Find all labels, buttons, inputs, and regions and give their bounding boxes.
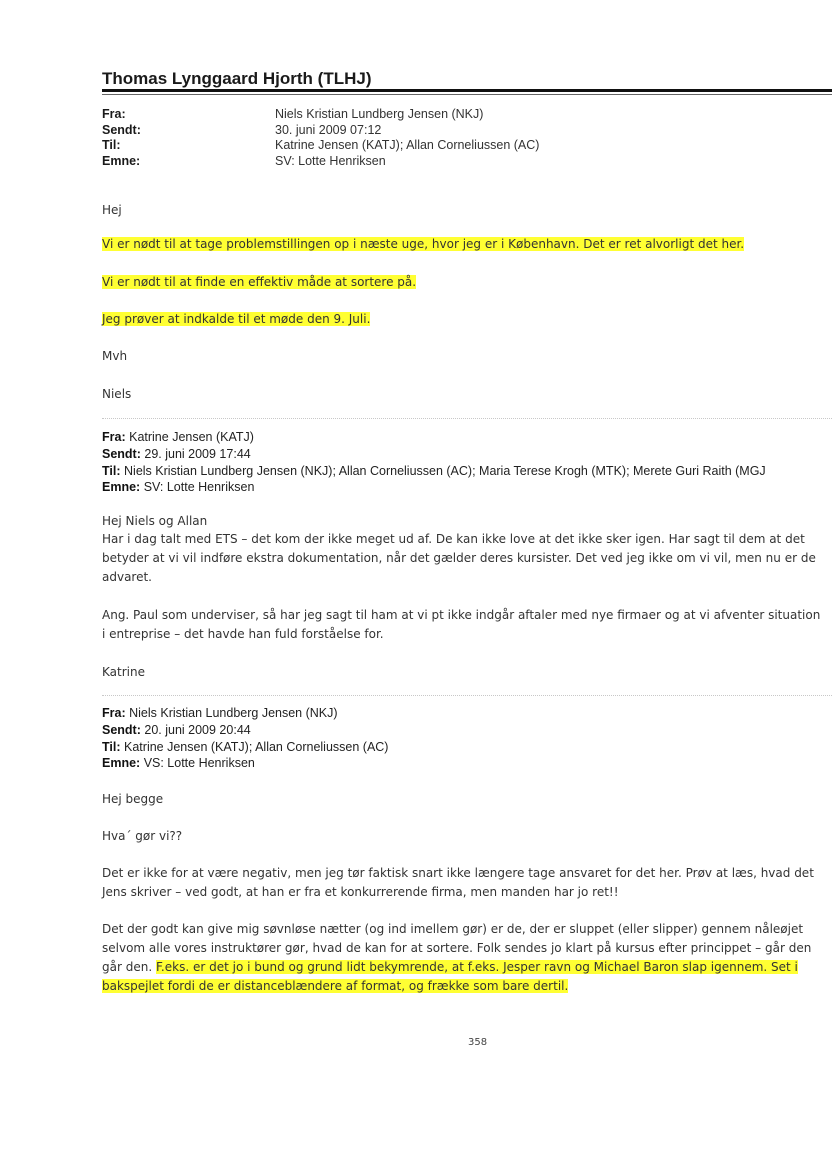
header-from-row — [102, 705, 388, 722]
from-label: Fra: — [102, 706, 126, 720]
header-to-row — [102, 739, 388, 756]
to-value: Katrine Jensen (KATJ); Allan Corneliussen (AC) — [275, 138, 540, 152]
header-sent-row — [102, 123, 539, 139]
highlight: Vi er nødt til at finde en effektiv måde at sortere på. — [102, 275, 417, 289]
message3-question: Hva´ gør vi?? — [102, 829, 183, 843]
message3-para2-line2: selvom alle vores instruktører gør, hvad de kan for at sortere. Folk sendes jo klart på kursus efter princippet – går den — [102, 941, 812, 955]
message3-para2-line4 — [102, 979, 568, 993]
message1-signature: Niels — [102, 387, 132, 401]
header-subject-row — [102, 755, 388, 772]
from-value: Katrine Jensen (KATJ) — [129, 430, 254, 444]
title-rule-thin — [102, 94, 832, 95]
highlight: Vi er nødt til at tage problemstillingen op i næste uge, hvor jeg er i København. Det er ret alvorligt det her. — [102, 237, 745, 251]
subject-label: Emne: — [102, 480, 141, 495]
email-header-2 — [102, 429, 766, 496]
header-sent-row — [102, 446, 766, 463]
header-subject-row — [102, 154, 539, 170]
message3-para1-line2: Jens skriver – ved godt, at han er fra et konkurrerende firma, men manden har jo ret!! — [102, 885, 619, 899]
message3-para2-line3 — [102, 960, 798, 974]
email-header-1 — [102, 107, 539, 169]
highlight: Jeg prøver at indkalde til et møde den 9. Juli. — [102, 312, 371, 326]
message-separator — [102, 418, 832, 419]
email-header-3 — [102, 705, 388, 772]
subject-value: VS: Lotte Henriksen — [143, 756, 255, 771]
highlight: bakspejlet fordi de er distanceblændere af format, og frække som bare dertil. — [102, 979, 569, 993]
subject-value: SV: Lotte Henriksen — [275, 153, 386, 168]
message1-line1 — [102, 237, 744, 251]
sent-value: 29. juni 2009 17:44 — [144, 446, 251, 461]
from-label: Fra: — [102, 430, 126, 444]
subject-label: Emne: — [102, 756, 141, 771]
header-to-row — [102, 138, 539, 154]
message2-para2-line2: i entreprise – det havde han fuld forståelse for. — [102, 627, 384, 641]
message2-para1-line3: advaret. — [102, 570, 152, 584]
plain-text: går den. — [102, 960, 156, 974]
message3-para1-line1: Det er ikke for at være negativ, men jeg tør faktisk snart ikke længere tage ansvaret for det her. Prøv at læs, hvad det — [102, 866, 814, 880]
sent-label: Sendt: — [102, 722, 141, 737]
message3-para2-line1: Det der godt kan give mig søvnløse nætter (og ind imellem gør) er de, der er sluppet (eller slipper) gennem nåleøjet — [102, 922, 804, 936]
subject-label: Emne: — [102, 153, 141, 168]
from-label: Fra: — [102, 107, 126, 121]
sent-value: 20. juni 2009 20:44 — [144, 722, 251, 737]
message2-para1-line2: betyder at vi vil indføre ekstra dokumentation, når det gælder deres kursister. Det ved jeg ikke om vi vil, men nu er de — [102, 551, 816, 565]
to-label: Til: — [102, 463, 121, 478]
header-from-row — [102, 107, 539, 123]
to-value: Katrine Jensen (KATJ); Allan Corneliussen (AC) — [124, 739, 389, 754]
message1-line2 — [102, 275, 416, 289]
to-label: Til: — [102, 138, 121, 152]
header-from-row — [102, 429, 766, 446]
message1-line3 — [102, 312, 370, 326]
message2-para2-line1: Ang. Paul som underviser, så har jeg sagt til ham at vi pt ikke indgår aftaler med nye firmaer og at vi afventer situation — [102, 608, 821, 622]
sent-label: Sendt: — [102, 446, 141, 461]
from-value: Niels Kristian Lundberg Jensen (NKJ) — [275, 107, 484, 121]
header-sent-row — [102, 722, 388, 739]
to-value: Niels Kristian Lundberg Jensen (NKJ); Allan Corneliussen (AC); Maria Terese Krogh (MTK); Merete Guri Raith (MGJ — [124, 463, 766, 478]
sent-value: 30. juni 2009 07:12 — [275, 122, 382, 137]
message1-greeting: Hej — [102, 203, 122, 217]
header-subject-row — [102, 479, 766, 496]
from-value: Niels Kristian Lundberg Jensen (NKJ) — [129, 706, 338, 720]
message2-greeting: Hej Niels og Allan — [102, 514, 208, 528]
message2-signature: Katrine — [102, 665, 145, 679]
message2-para1-line1: Har i dag talt med ETS – det kom der ikke meget ud af. De kan ikke love at det ikke sker igen. Har sagt til dem at det — [102, 532, 805, 546]
highlight: F.eks. er det jo i bund og grund lidt bekymrende, at f.eks. Jesper ravn og Michael Baron slap igennem. Set i — [155, 960, 798, 974]
subject-value: SV: Lotte Henriksen — [143, 480, 255, 495]
message3-greeting: Hej begge — [102, 792, 164, 806]
header-to-row — [102, 463, 766, 480]
to-label: Til: — [102, 739, 121, 754]
sent-label: Sendt: — [102, 122, 141, 137]
message-separator — [102, 695, 832, 696]
message1-closing: Mvh — [102, 349, 128, 363]
page-title: Thomas Lynggaard Hjorth (TLHJ) — [102, 69, 372, 88]
page-number: 358 — [468, 1037, 488, 1048]
title-rule — [102, 89, 832, 92]
